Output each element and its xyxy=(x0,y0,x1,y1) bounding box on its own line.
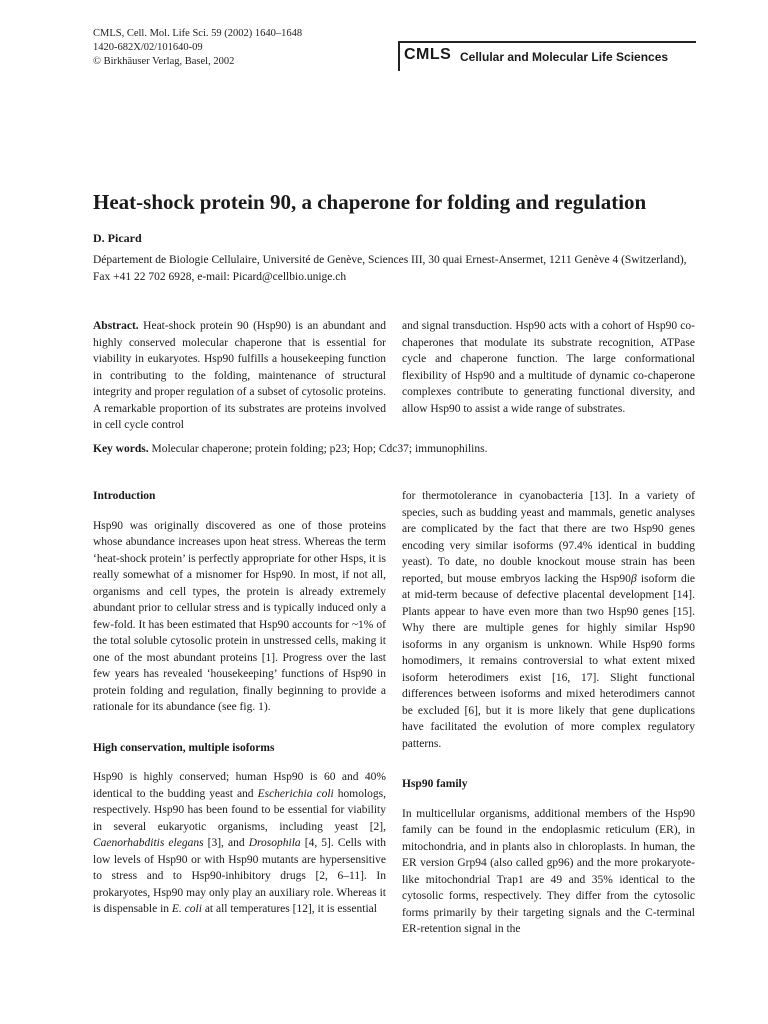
copyright-line: © Birkhäuser Verlag, Basel, 2002 xyxy=(93,56,235,67)
abstract-text-left: Heat-shock protein 90 (Hsp90) is an abundant and highly conserved molecular chaperone that is essential for viability in eukaryotes. Hsp90 fulfills a housekeeping function in contributing to the folding, maintenance of structural integrity and proper regulation of a subset of cytosolic proteins. A remarkable proportion of its substrates are proteins involved in cell cycle control xyxy=(93,320,387,431)
journal-banner xyxy=(398,41,696,71)
species-name: Drosophila xyxy=(248,837,301,849)
keywords-label: Key words. xyxy=(93,443,149,455)
species-name: Escherichia coli xyxy=(257,787,334,800)
section-heading-introduction: Introduction xyxy=(93,490,156,502)
journal-name: Cellular and Molecular Life Sciences xyxy=(460,50,669,64)
body-left-column xyxy=(93,488,386,918)
intro-paragraph: Hsp90 was originally discovered as one of those proteins whose abundance increases upon heat stress. Whereas the term ‘heat-shock protein’ is perfectly appropriate for other Hsps, it is really somewhat of a misnomer for Hsp90. In most, if not all, organisms and cell types, the protein is already extremely abundant prior to cellular stress and is typically induced only a few-fold. It has been estimated that Hsp90 accounts for ~1% of the total soluble cytosolic protein in unstressed cells, making it one of the most abundant proteins [1]. Progress over the last few years has revealed ‘housekeeping’ functions of Hsp90 in protein folding and regulation, finally beginning to provide a rationale for its abundance (see fig. 1). xyxy=(93,519,386,713)
text-run: [3], and xyxy=(203,837,249,849)
section-heading-family: Hsp90 family xyxy=(402,778,468,790)
family-paragraph: In multicellular organisms, additional members of the Hsp90 family can be found in the endoplasmic reticulum (ER), in mitochondria, and in plants also in chloroplasts. In human, the ER version Grp94 (also called gp96) and the more prokaryote-like mitochondrial Trap1 are 49 and 35% identical to the cytosolic forms, respectively. They differ from the cytosolic forms primarily by their targeting signals and the C-terminal ER-retention signal in the xyxy=(402,807,695,935)
text-run: at all temperatures [12], it is essential xyxy=(201,903,377,915)
abstract-label: Abstract. xyxy=(93,320,139,332)
article-author: D. Picard xyxy=(93,231,142,245)
keywords xyxy=(93,441,697,458)
isoforms-paragraph xyxy=(402,488,695,752)
issn-line: 1420-682X/02/101640-09 xyxy=(93,42,203,53)
abstract-text-right: and signal transduction. Hsp90 acts with a cohort of Hsp90 co-chaperones that modulate its substrate recognition, ATPase cycle and chaperone function. The large conformational flexibility of Hsp90 and a multitude of dynamic co-chaperone complexes contribute to generating functional diversity, and allow Hsp90 to assist a wide range of substrates. xyxy=(402,320,695,415)
species-name: Caenorhabditis elegans xyxy=(93,837,204,849)
citation-line: CMLS, Cell. Mol. Life Sci. 59 (2002) 1640–1648 xyxy=(93,28,303,39)
abstract-left-column xyxy=(93,318,386,434)
journal-abbreviation: CMLS xyxy=(404,46,452,63)
text-run: [4, 5]. Cells with low levels of Hsp90 or with Hsp90 mutants are hypersensitive to stress and to Hsp90-inhibitory drugs [2, 6–11]. In prokaryotes, Hsp90 may only play an auxiliary role. Whereas it is dispensable in xyxy=(93,837,387,915)
author-affiliation: Département de Biologie Cellulaire, Université de Genève, Sciences III, 30 quai Ernest-Ansermet, 1211 Genève 4 (Switzerland), Fax +41 22 702 6928, e-mail: Picard@cellbio.unige.ch xyxy=(93,254,687,283)
text-run: isoform die at mid-term because of defective placental development [14]. Plants appear to have even more than two Hsp90 genes [15]. Why there are multiple genes for highly similar Hsp90 isoforms in any organism is unknown. While Hsp90 forms homodimers, it remains controversial to what extent mixed isoform heterodimers exist [16, 17]. Slight functional differences between isoforms and mixed heterodimers cannot be excluded [6], but it is more likely that gene duplications have facilitated the evolution of more complex regulatory patterns. xyxy=(402,572,695,750)
conservation-paragraph xyxy=(93,769,386,918)
article-title: Heat-shock protein 90, a chaperone for folding and regulation xyxy=(93,190,647,214)
citation-block xyxy=(93,27,302,69)
species-name: E. coli xyxy=(171,903,202,915)
section-heading-conservation: High conservation, multiple isoforms xyxy=(93,741,275,754)
text-run: for thermotolerance in cyanobacteria [13]. In a variety of species, such as budding yeast and mammals, genetic analyses are complicated by the fact that there are two Hsp90 genes encoding very similar isoforms (97.4% identical in budding yeast). To date, no double knockout mouse strain has been reported, but mouse embryos lacking the Hsp90 xyxy=(402,490,695,585)
body-right-column xyxy=(402,488,695,938)
text-run: Hsp90 is highly conserved; human Hsp90 is 60 and 40% identical to the budding yeast and xyxy=(93,771,386,800)
abstract-right-column xyxy=(402,318,695,417)
keywords-text: Molecular chaperone; protein folding; p23; Hop; Cdc37; immunophilins. xyxy=(151,443,488,455)
text-run: homologs, respectively. Hsp90 has been found to be essential for viability in several eukaryotic organisms, including yeast [2], xyxy=(93,787,386,833)
greek-symbol: β xyxy=(630,572,637,585)
